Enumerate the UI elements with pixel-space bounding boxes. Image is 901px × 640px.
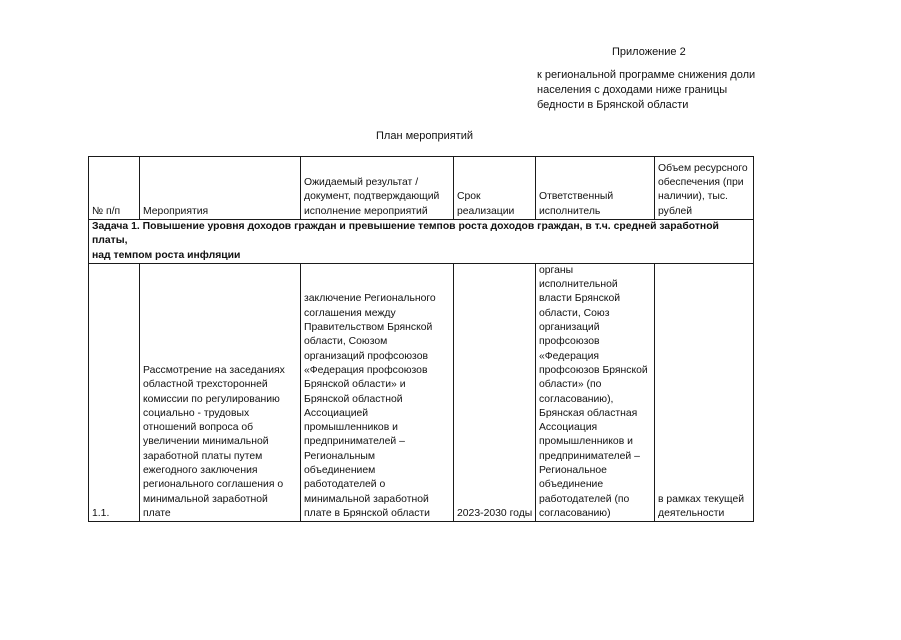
cell-line: Брянская областная xyxy=(539,407,638,419)
cell-line: власти Брянской xyxy=(539,293,621,305)
cell-line: Брянской областной xyxy=(304,393,403,405)
table-row xyxy=(89,263,754,521)
cell-resources xyxy=(655,263,754,521)
cell-line: Рассмотрение на заседаниях xyxy=(143,364,285,376)
cell-line: минимальной заработной xyxy=(304,493,429,505)
cell-line: обеспечения (при xyxy=(658,177,744,189)
cell-line: согласованию) xyxy=(539,507,611,519)
cell-line: заключение Регионального xyxy=(304,293,436,305)
cell-line: Ассоциацией xyxy=(304,407,369,419)
cell-line: профсоюзов Брянской xyxy=(539,364,648,376)
cell-line: плате в Брянской области xyxy=(304,507,430,519)
cell-line: организаций xyxy=(539,322,600,334)
cell-line: заработной платы путем xyxy=(143,450,263,462)
cell-line: работодателей (по xyxy=(539,493,630,505)
column-header-resources xyxy=(655,157,754,220)
plan-table xyxy=(88,156,754,522)
cell-line: регионального соглашения о xyxy=(143,479,284,491)
cell-line: объединение xyxy=(539,479,604,491)
cell-line: Задача 1. Повышение уровня доходов граждан и превышение темпов роста доходов граждан, в т.ч. средней заработной платы, xyxy=(92,221,719,247)
cell-line: области, Союзом xyxy=(304,336,388,348)
cell-line: промышленников и xyxy=(539,436,633,448)
cell-line: отношений вопроса об xyxy=(143,422,254,434)
cell-event xyxy=(140,263,301,521)
cell-line: плате xyxy=(143,507,171,519)
cell-line: социально - трудовых xyxy=(143,407,250,419)
cell-line: «Федерация xyxy=(539,350,600,362)
cell-line: деятельности xyxy=(658,507,725,519)
cell-line: промышленников и xyxy=(304,422,398,434)
cell-line: в рамках текущей xyxy=(658,493,745,505)
cell-line: исполнение мероприятий xyxy=(304,205,428,217)
cell-line: Правительством Брянской xyxy=(304,322,433,334)
cell-line: профсоюзов xyxy=(539,336,600,348)
cell-line: соглашения между xyxy=(304,307,396,319)
cell-line: «Федерация профсоюзов xyxy=(304,364,428,376)
cell-line: исполнитель xyxy=(539,205,601,217)
cell-term: 2023-2030 годы xyxy=(454,263,536,521)
cell-line: ежегодного заключения xyxy=(143,465,258,477)
column-header-term xyxy=(454,157,536,220)
cell-result xyxy=(301,263,454,521)
cell-line: Ассоциация xyxy=(539,422,598,434)
column-header-events xyxy=(140,157,301,220)
cell-executor xyxy=(536,263,655,521)
cell-line: исполнительной xyxy=(539,279,618,291)
cell-line: согласованию), xyxy=(539,393,614,405)
cell-line: Мероприятия xyxy=(143,205,209,217)
cell-line: Региональным xyxy=(304,450,375,462)
plan-title: План мероприятий xyxy=(376,130,473,142)
cell-line: документ, подтверждающий xyxy=(304,191,440,203)
cell-line: Объем ресурсного xyxy=(658,162,748,174)
cell-line: Ожидаемый результат / xyxy=(304,177,419,189)
appendix-title: Приложение 2 xyxy=(612,46,686,58)
cell-line: рублей xyxy=(658,205,693,217)
cell-line: Региональное xyxy=(539,465,607,477)
cell-line: Срок xyxy=(457,191,481,203)
cell-line: предпринимателей – xyxy=(539,450,640,462)
cell-line: области, Союз xyxy=(539,307,610,319)
cell-line: области» (по xyxy=(539,379,602,391)
column-header-executor xyxy=(536,157,655,220)
column-header-result xyxy=(301,157,454,220)
cell-line: объединением xyxy=(304,465,376,477)
cell-line: увеличении минимальной xyxy=(143,436,269,448)
cell-line: областной трехсторонней xyxy=(143,379,268,391)
appendix-line: населения с доходами ниже границы xyxy=(537,84,728,96)
appendix-line: к региональной программе снижения доли xyxy=(537,69,756,81)
cell-line: минимальной заработной xyxy=(143,493,268,505)
cell-line: предпринимателей – xyxy=(304,436,405,448)
cell-number: 1.1. xyxy=(89,263,140,521)
cell-line: реализации xyxy=(457,205,515,217)
task-row xyxy=(89,220,754,264)
cell-line: Ответственный xyxy=(539,191,614,203)
cell-line: Брянской области» и xyxy=(304,379,406,391)
cell-line: наличии), тыс. xyxy=(658,191,728,203)
cell-line: работодателей о xyxy=(304,479,386,491)
appendix-description xyxy=(537,68,755,113)
table-header-row xyxy=(89,157,754,220)
appendix-line: бедности в Брянской области xyxy=(537,99,689,111)
cell-line: над темпом роста инфляции xyxy=(92,249,241,261)
cell-line: комиссии по регулированию xyxy=(143,393,280,405)
cell-line: № п/п xyxy=(92,205,121,217)
cell-line: организаций профсоюзов xyxy=(304,350,428,362)
cell-line: органы xyxy=(539,264,574,276)
column-header-number xyxy=(89,157,140,220)
task-title xyxy=(89,220,754,264)
